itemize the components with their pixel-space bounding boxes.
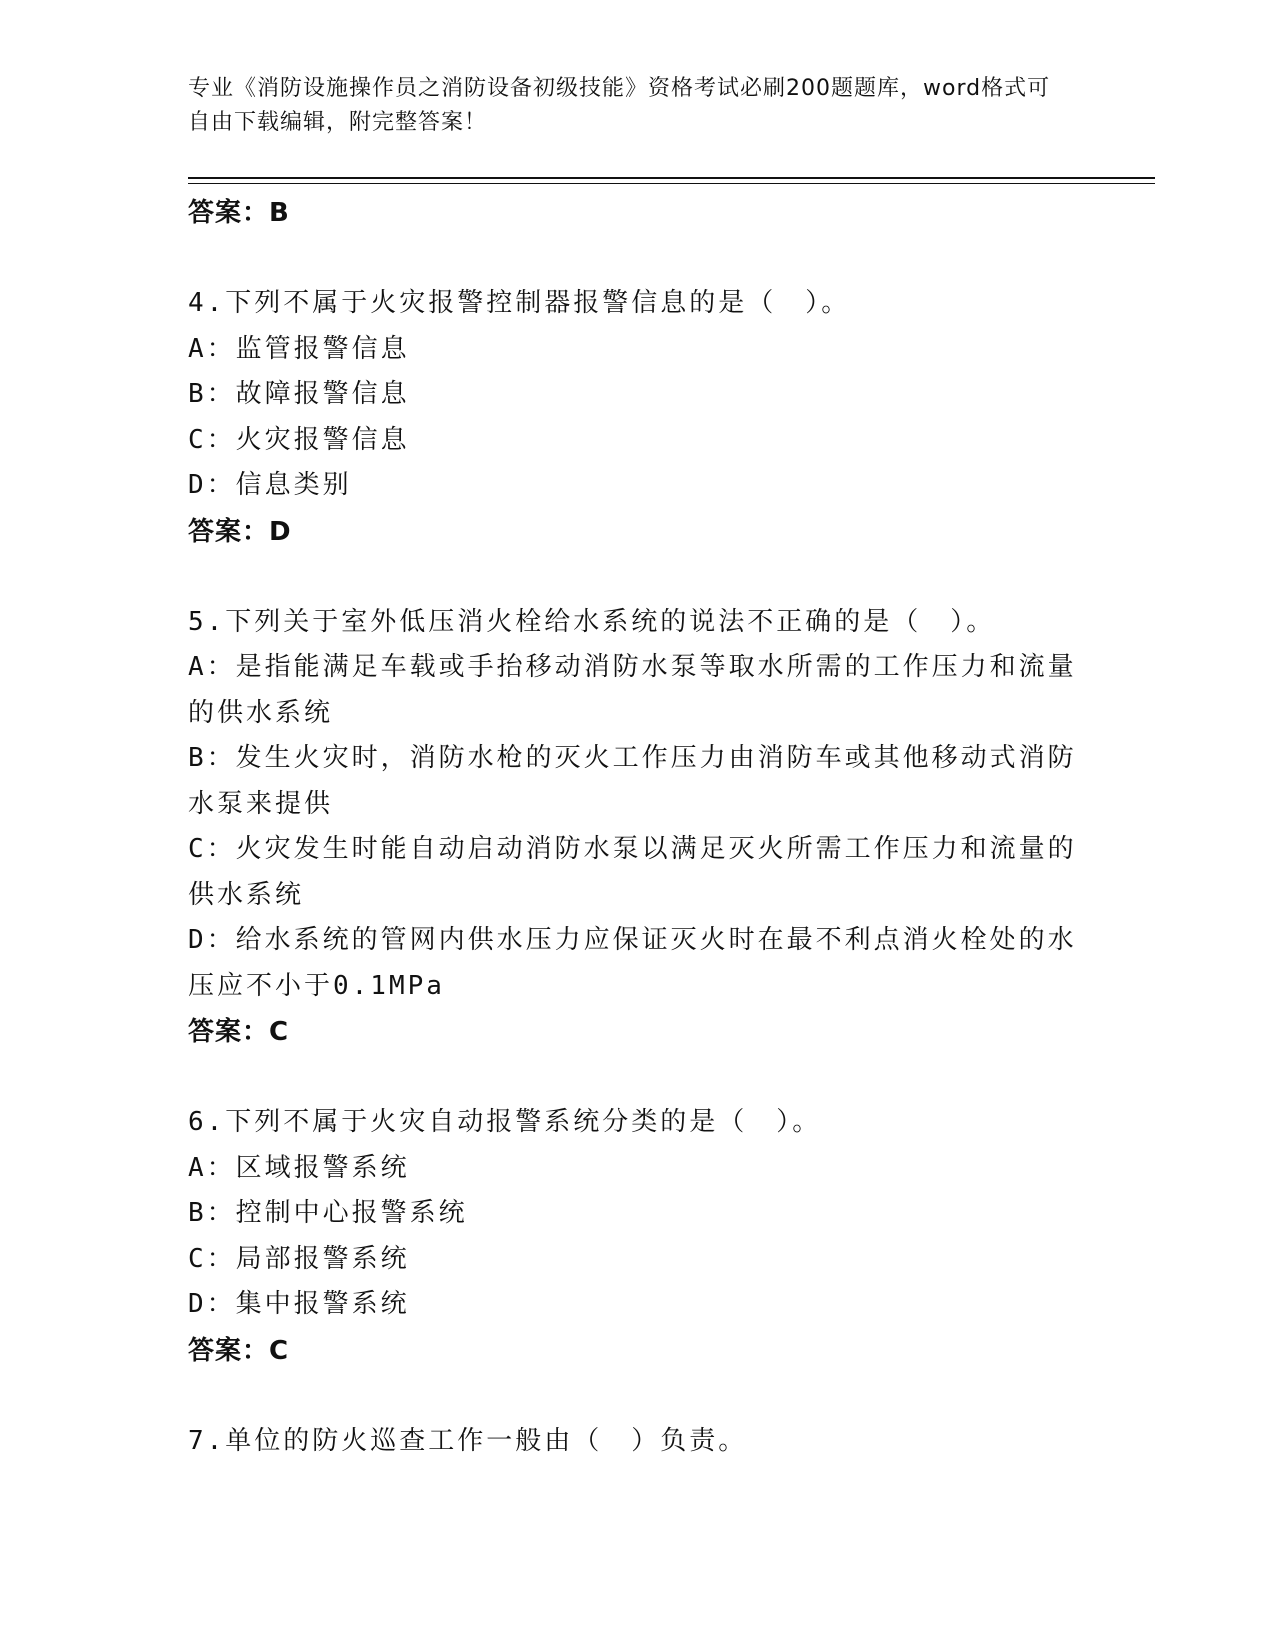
option-b: B：控制中心报警系统: [188, 1198, 468, 1228]
question-6: [188, 1100, 1088, 1374]
option-c: C：火灾发生时能自动启动消防水泵以满足灭火所需工作压力和流量的供水系统: [188, 834, 1077, 910]
option-c: C：局部报警系统: [188, 1243, 410, 1274]
option-b: B：发生火灾时，消防水枪的灭火工作压力由消防车或其他移动式消防水泵来提供: [188, 743, 1077, 819]
question-title: 7.单位的防火巡查工作一般由（ ）负责。: [188, 1425, 748, 1456]
option-d: D：集中报警系统: [188, 1289, 410, 1319]
question-5: [188, 600, 1088, 1056]
question-title: 4.下列不属于火灾报警控制器报警信息的是（ ）。: [188, 288, 851, 318]
answer: 答案：C: [188, 1335, 290, 1366]
header-divider-thin: [188, 183, 1155, 184]
previous-answer: 答案：B: [188, 198, 290, 228]
question-4: [188, 281, 1088, 555]
option-c: C：火灾报警信息: [188, 424, 410, 455]
option-a: A：区域报警系统: [188, 1152, 410, 1183]
document-header: 专业《消防设施操作员之消防设备初级技能》资格考试必刷200题题库，word格式可自由下载编辑，附完整答案！: [188, 76, 1051, 135]
header-divider-thick: [188, 177, 1155, 179]
answer: 答案：D: [188, 516, 292, 547]
option-a: A：是指能满足车载或手抬移动消防水泵等取水所需的工作压力和流量的供水系统: [188, 652, 1077, 728]
question-7: [188, 1419, 1088, 1465]
question-list: [188, 190, 1088, 1464]
question-title: 6.下列不属于火灾自动报警系统分类的是（ ）。: [188, 1107, 822, 1137]
option-a: A：监管报警信息: [188, 333, 410, 364]
answer: 答案：C: [188, 1017, 290, 1047]
option-d: D：给水系统的管网内供水压力应保证灭火时在最不利点消火栓处的水压应不小于0.1MPa: [188, 925, 1077, 1001]
option-b: B：故障报警信息: [188, 379, 410, 409]
option-d: D：信息类别: [188, 470, 352, 500]
question-title: 5.下列关于室外低压消火栓给水系统的说法不正确的是（ ）。: [188, 606, 996, 637]
